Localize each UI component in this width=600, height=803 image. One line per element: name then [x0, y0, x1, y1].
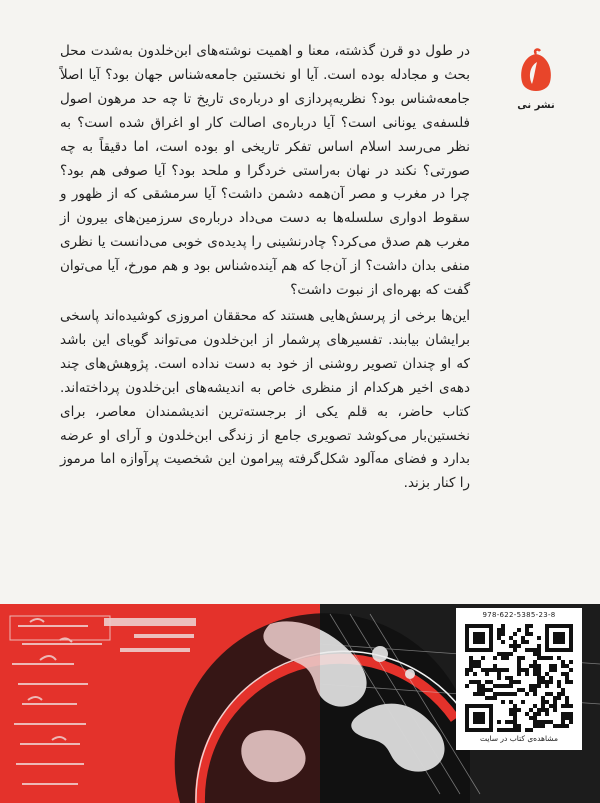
blurb-line: نبوت داشت؟: [290, 282, 364, 299]
blurb-line: از ظهور و سقوط ادواری سلسله‌ها به دست می‌داد درباره‌ی: [60, 186, 470, 227]
blurb-line: شخصیت پرآوازه اما مرموز را کنار بزند.: [60, 451, 470, 492]
blurb-paragraph-2: [60, 305, 470, 496]
blurb-line: به‌شدت محل بحث و مجادله بوده است. آیا او نخستین: [60, 43, 470, 83]
isbn-text: 978-622-5385-23-8: [482, 611, 556, 619]
publisher-name: نشر نی: [517, 100, 555, 111]
blurb-line: نکند در نهان به‌راستی خردگرا و ملحد بود؟ آیا صوفی هم بود؟: [60, 162, 417, 179]
barcode-card: [456, 608, 582, 750]
blurb-line: خود به دست نداده است. پژوهش‌های چند دهه‌ی اخیر هرکدام: [60, 355, 470, 396]
blurb-line: کوشیده‌اند پاسخی برایشان بیابند. تفسیرهای پرشمار از: [60, 307, 470, 348]
blurb-line: چرا در مغرب و مصر آن‌همه دشمن داشت؟ آیا سرمشقی که: [117, 186, 470, 203]
blurb-line: هم آینده‌شناس بود و هم مورخ، آیا می‌توان گفت که بهره‌ای از: [60, 258, 470, 299]
blurb-line: پدیده‌ی خوبی می‌دانست یا نظری منفی بدان داشت؟ از آن‌جا که: [60, 234, 470, 275]
blurb-line: سرزمین‌های بیرون از مغرب هم صدق می‌کرد؟ چادرنشینی را: [60, 210, 470, 251]
blurb-line: جامعه‌شناس جهان بود؟ آیا اصلاً جامعه‌شناس بود؟ نظریه‌پردازی: [60, 66, 470, 107]
blurb-text: [60, 40, 470, 496]
qr-code-icon[interactable]: [465, 624, 573, 732]
blurb-paragraph-1: [60, 40, 470, 303]
blurb-line: و آرای او عرضه بدارد و فضای مه‌آلود شکل‌گرفته پیرامون این: [60, 427, 470, 468]
blurb-line: این‌ها برخی از پرسش‌هایی هستند که محققان امروزی: [161, 307, 470, 324]
blurb-line: برای نخستین‌بار می‌کوشد تصویری جامع از زندگی ابن‌خلدون: [60, 403, 470, 444]
blurb-line: اساس تفکر تاریخی او بوده است، اما دقیقاً به چه صورتی؟: [60, 138, 470, 179]
blurb-line: در طول دو قرن گذشته، معنا و اهمیت نوشته‌های ابن‌خلدون: [132, 43, 470, 59]
blurb-line: از منظری خاص به اندیشه‌های ابن‌خلدون پرداخته‌اند.: [60, 379, 358, 396]
blurb-line: ابن‌خلدون می‌تواند گویای این باشد که او چندان تصویر روشنی از: [60, 331, 470, 372]
pomegranate-logo-icon: [516, 48, 556, 98]
blurb-line: کتاب حاضر، به قلم یکی از برجسته‌ترین اندیشمندان معاصر،: [85, 403, 470, 420]
blurb-line: او درباره‌ی تاریخ تا چه حد مرهون اصول فلسفه‌ی یونانی است؟: [60, 90, 470, 131]
blurb-line: آیا درباره‌ی اصالت کار او اغراق شده است؟ به نظر می‌رسد اسلام: [60, 114, 471, 155]
qr-caption: مشاهده‌ی کتاب در سایت: [480, 734, 558, 743]
publisher-logo: [512, 48, 560, 118]
